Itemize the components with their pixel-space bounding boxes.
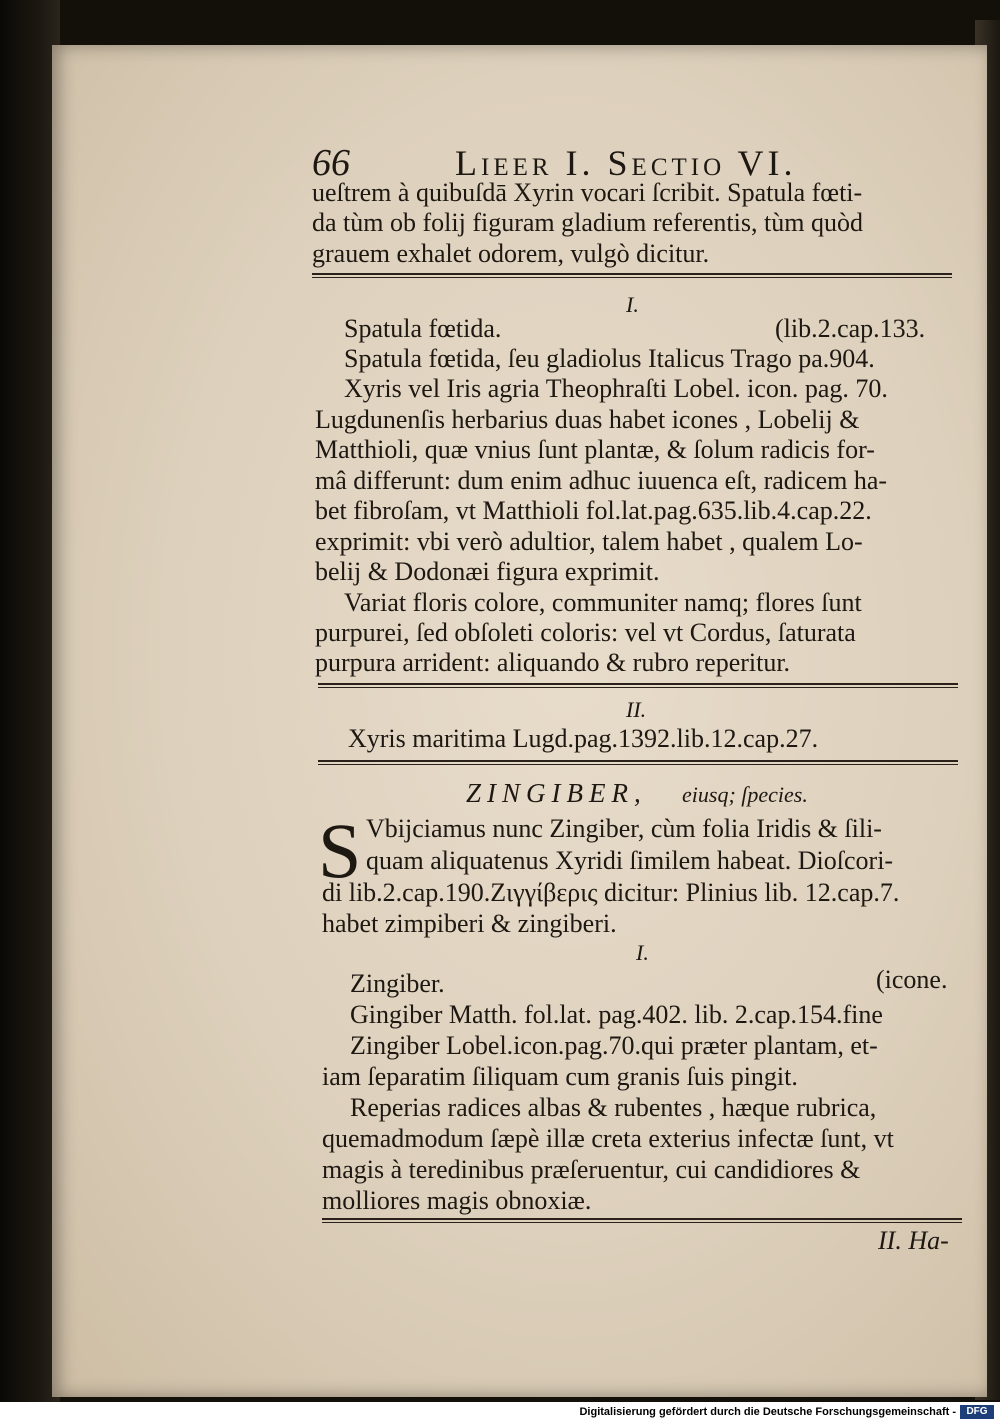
synonym-line: Zingiber. [350, 969, 445, 998]
book-binding [0, 0, 60, 1402]
funding-credit: Digitalisierung gefördert durch die Deutsche Forschungsgemeinschaft - [579, 1406, 956, 1418]
text-line: purpurei, ſed obſoleti coloris: vel vt Cordus, ſaturata [315, 618, 856, 647]
section-marker: I. [636, 940, 649, 965]
synonym-reference: (lib.2.cap.133. [775, 314, 926, 343]
text-line: belij & Dodonæi figura exprimit. [315, 557, 660, 586]
synonym-line: Spatula fœtida, ſeu gladiolus Italicus Trago pa.904. [344, 344, 875, 373]
section-marker: I. [626, 292, 639, 317]
chapter-heading: ZINGIBER, [466, 778, 647, 808]
text-line: bet fibroſam, vt Matthioli fol.lat.pag.635.lib.4.cap.22. [315, 496, 872, 525]
footer-bar [0, 1402, 1000, 1423]
drop-capital: S [318, 807, 362, 894]
synonym-line: Zingiber Lobel.icon.pag.70.qui præter plantam, et- [350, 1031, 878, 1060]
text-line: habet zimpiberi & zingiberi. [322, 909, 617, 938]
section-divider [322, 1218, 962, 1223]
text-line: mâ differunt: dum enim adhuc iuuenca eſt, radicem ha- [315, 466, 888, 495]
synonym-line: Gingiber Matth. fol.lat. pag.402. lib. 2.cap.154.fine [350, 1000, 883, 1029]
section-divider [318, 683, 958, 688]
text-line: Reperias radices albas & rubentes , hæque rubrica, [350, 1093, 877, 1122]
section-marker: II. [626, 697, 647, 722]
synonym-reference: (icone. [876, 965, 948, 994]
section-divider [312, 273, 952, 278]
text-line: di lib.2.cap.190.Ζιγγίβερις dicitur: Plinius lib. 12.cap.7. [322, 878, 900, 907]
text-line: Vbijciamus nunc Zingiber, cùm folia Iridis & ſili- [366, 814, 882, 843]
synonym-line: Spatula fœtida. [344, 314, 502, 343]
text-line: molliores magis obnoxiæ. [322, 1186, 592, 1215]
text-line: quam aliquatenus Xyridi ſimilem habeat. Dioſcori- [366, 846, 894, 875]
text-line: magis à teredinibus præſeruentur, cui candidiores & [322, 1155, 861, 1184]
text-line: quemadmodum ſæpè illæ creta exterius infectæ ſunt, vt [322, 1124, 894, 1153]
synonym-line: Xyris vel Iris agria Theophraſti Lobel. icon. pag. 70. [344, 374, 888, 403]
text-line: grauem exhalet odorem, vulgò dicitur. [312, 239, 710, 268]
section-divider [318, 760, 958, 765]
text-line: exprimit: vbi verò adultior, talem habet , qualem Lo- [315, 527, 863, 556]
running-title: Lieer I. Sectio VI. [455, 143, 797, 183]
text-line: Variat floris colore, communiter namq; flores ſunt [344, 588, 862, 617]
catchword: II. Ha- [878, 1226, 949, 1255]
text-line: ueſtrem à quibuſdā Xyrin vocari ſcribit. Spatula fœti- [312, 178, 863, 207]
page-number: 66 [312, 142, 350, 184]
dfg-logo: DFG [960, 1405, 994, 1419]
text-line: purpura arrident: aliquando & rubro reperitur. [315, 648, 791, 677]
synonym-line: Xyris maritima Lugd.pag.1392.lib.12.cap.27. [348, 724, 819, 753]
text-line: Matthioli, quæ vnius ſunt plantæ, & ſolum radicis for- [315, 435, 875, 464]
chapter-subheading: eiusq; ſpecies. [682, 782, 808, 807]
text-line: da tùm ob folij figuram gladium referentis, tùm quòd [312, 208, 863, 237]
text-line: iam ſeparatim ſiliquam cum granis ſuis pingit. [322, 1062, 798, 1091]
text-line: Lugdunenſis herbarius duas habet icones , Lobelij & [315, 405, 860, 434]
